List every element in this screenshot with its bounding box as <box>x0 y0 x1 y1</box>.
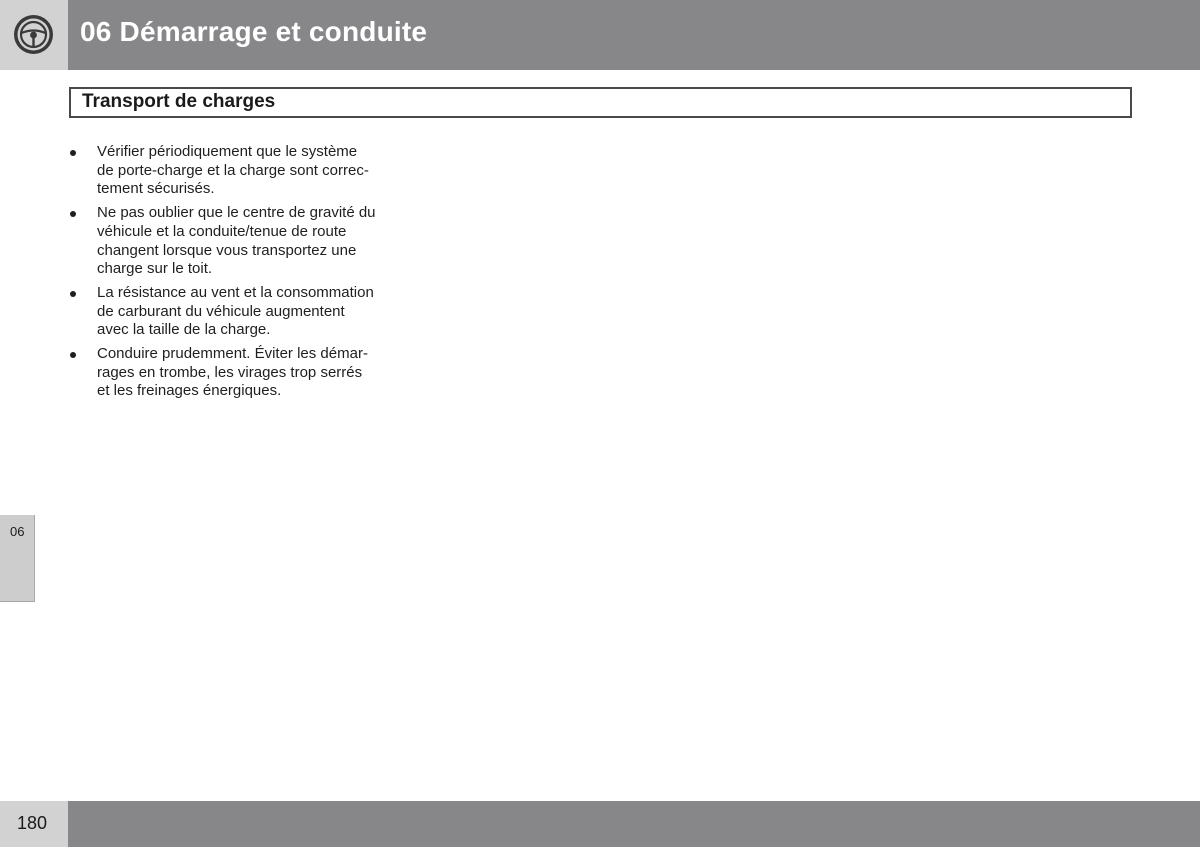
page-number: 180 <box>17 813 48 833</box>
list-item <box>68 143 408 199</box>
bullet-line: avec la taille de la charge. <box>97 321 271 339</box>
list-item <box>68 345 408 401</box>
chapter-title: 06 Démarrage et conduite <box>80 16 428 47</box>
bullet-line: tement sécurisés. <box>97 180 215 198</box>
bullet-line: Conduire prudemment. Éviter les démar- <box>97 345 368 363</box>
bullet-line: Vérifier périodiquement que le système <box>97 143 358 160</box>
section-title: Transport de charges <box>82 91 276 112</box>
steering-wheel-icon <box>13 14 54 55</box>
bullet-line: changent lorsque vous transportez une <box>97 241 357 259</box>
bullet-list <box>68 143 408 406</box>
footer-page-box <box>0 801 68 847</box>
list-item <box>68 204 408 279</box>
bullet-line: Ne pas oublier que le centre de gravité du <box>97 204 376 222</box>
bullet-icon <box>70 211 76 217</box>
bullet-line: charge sur le toit. <box>97 260 213 278</box>
bullet-line: La résistance au vent et la consommation <box>97 283 374 301</box>
bullet-line: véhicule et la conduite/tenue de route <box>97 222 347 240</box>
bullet-icon <box>70 150 76 156</box>
header-icon-box <box>0 0 68 70</box>
bullet-icon <box>70 291 76 297</box>
section-title-box <box>69 87 1132 118</box>
bullet-line: et les freinages énergiques. <box>97 382 282 400</box>
chapter-side-tab <box>0 515 35 602</box>
footer-bar <box>68 801 1200 847</box>
bullet-line: rages en trombe, les virages trop serrés <box>97 363 363 381</box>
bullet-line: de porte-charge et la charge sont correc- <box>97 161 369 179</box>
bullet-line: de carburant du véhicule augmentent <box>97 302 345 320</box>
list-item <box>68 284 408 340</box>
bullet-icon <box>70 352 76 358</box>
chapter-tab-label: 06 <box>10 524 25 539</box>
